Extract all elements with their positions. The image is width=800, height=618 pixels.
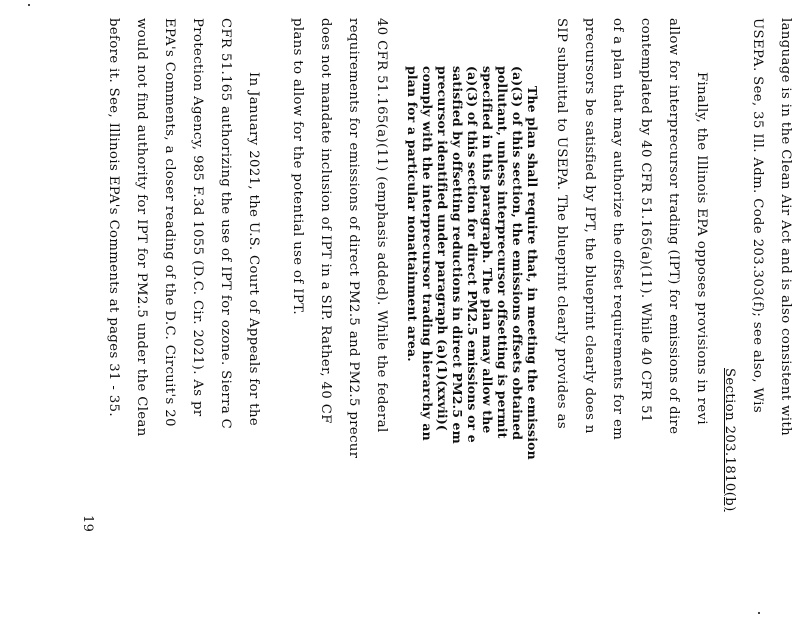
block-quote-line: comply with the interprecursor trading hierarchy an	[420, 66, 435, 441]
block-quote-line: plan for a particular nonattainment area.	[405, 66, 420, 362]
body-text-line: does not mandate inclusion of IPT in a SIP. Rather, 40 CF	[318, 18, 333, 424]
body-text-line: requirements for emissions of direct PM2.5 and PM2.5 precur	[346, 18, 361, 459]
page-number: 19	[80, 515, 95, 533]
block-quote-line: The plan shall require that, in meeting the emission	[525, 86, 540, 460]
body-text-line: language is in the Clean Air Act and is also consistent with	[778, 18, 793, 437]
block-quote-line: precursor identified under paragraph (a)(1)(xxvii)(	[435, 66, 450, 431]
body-text-line: EPA's Comments, a closer reading of the D.C. Circuit's 20	[162, 18, 177, 427]
body-text-line: Protection Agency, 985 F.3d 1055 (D.C. Cir. 2021). As pr	[190, 18, 205, 417]
body-text-line: 40 CFR 51.165(a)(11) (emphasis added). While the federal	[374, 18, 389, 433]
body-text-line: contemplated by 40 CFR 51.165(a)(11). While 40 CFR 51	[638, 18, 653, 423]
block-quote-line: satisfied by offsetting reductions in direct PM2.5 em	[450, 66, 465, 444]
body-text-line: plans to allow for the potential use of IPT.	[290, 18, 305, 315]
body-text-line: allow for interprecursor trading (IPT) for emissions of dire	[666, 18, 681, 435]
block-quote-line: pollutant, unless interprecursor offsetting is permit	[495, 66, 510, 439]
block-quote-line: specified in this paragraph. The plan may allow the	[480, 66, 495, 434]
block-quote-line: (a)(3) of this section for direct PM2.5 emissions or e	[465, 66, 480, 443]
body-text-line: precursors be satisfied by IPT, the blueprint clearly does n	[582, 18, 597, 434]
body-text-line: before it. See, Illinois EPA's Comments at pages 31 - 35.	[106, 18, 121, 418]
body-text-line: SIP submittal to USEPA. The blueprint clearly provides as	[554, 18, 569, 429]
body-text-line: USEPA. See, 35 Ill. Adm. Code 203.303(f); see also, Wis	[750, 18, 765, 414]
body-text-line: CFR 51.165 authorizing the use of IPT for ozone. Sierra C	[218, 18, 233, 430]
body-text-line: Finally, the Illinois EPA opposes provisions in revi	[694, 72, 709, 426]
body-text-line: would not find authority for IPT for PM2.5 under the Clean	[134, 18, 149, 437]
scan-speck	[28, 4, 30, 6]
scan-speck	[758, 612, 760, 614]
body-text-line: In January 2021, the U.S. Court of Appeals for the	[246, 72, 261, 427]
block-quote-line: (a)(3) of this section, the emissions offsets obtained	[510, 66, 525, 441]
section-heading: Section 203.1810(b)	[722, 368, 737, 512]
body-text-line: of a plan that may authorize the offset requirements for em	[610, 18, 625, 441]
